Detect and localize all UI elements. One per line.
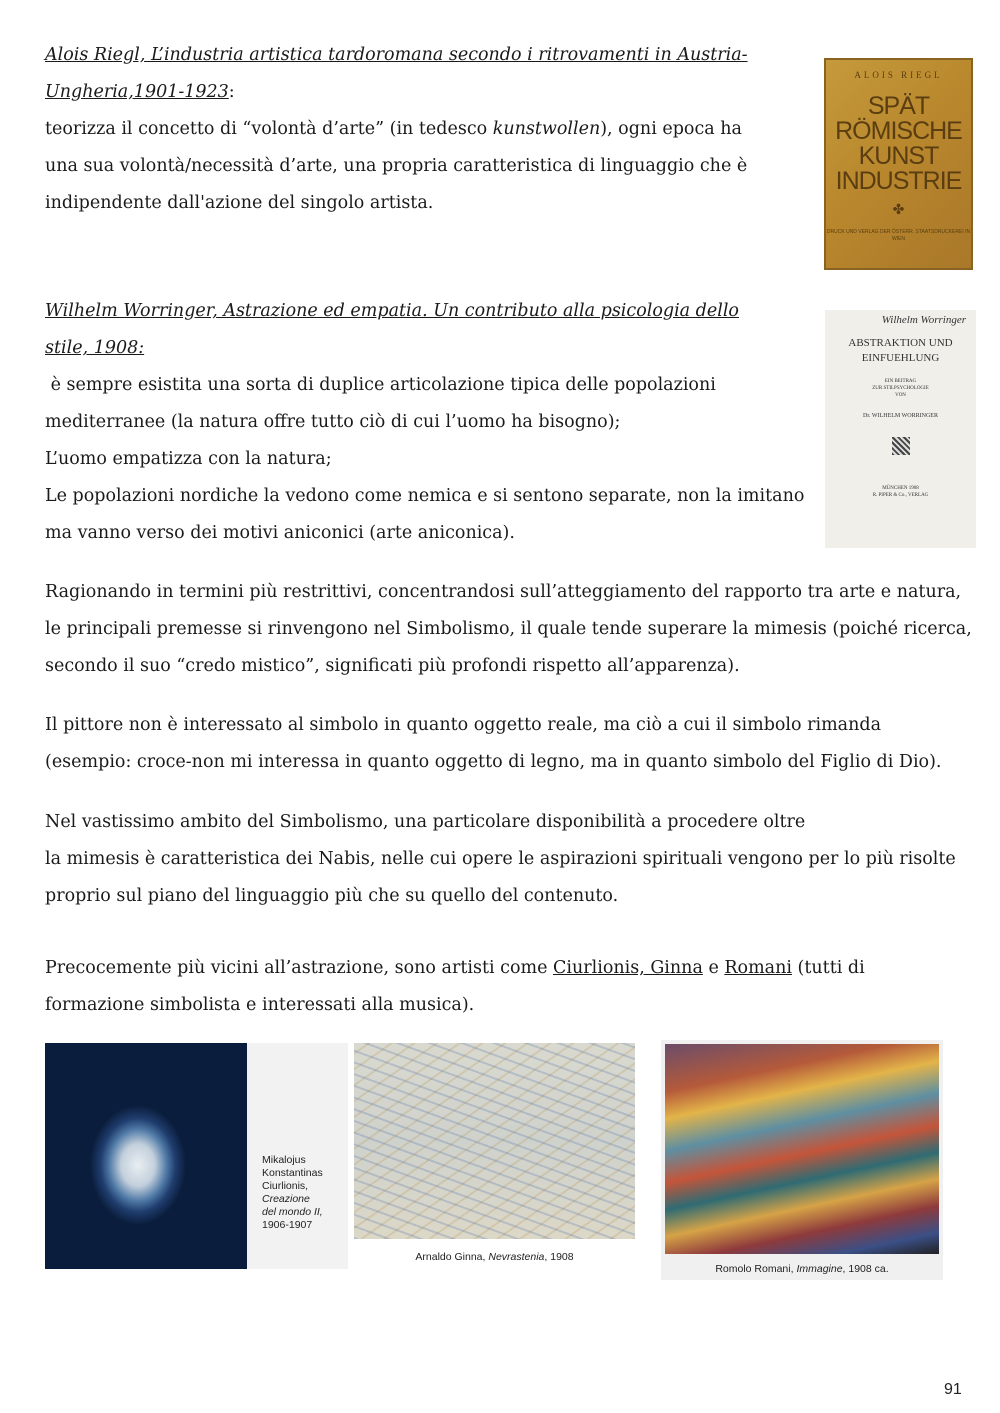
cover1-author: ALOIS RIEGL — [854, 70, 943, 80]
painting-ginna — [354, 1043, 635, 1269]
riegl-body1-pre: teorizza il concetto di “volontà d’arte” (in tedesco — [45, 119, 493, 139]
riegl-book-cover — [824, 58, 973, 270]
cover1-title-line: SPÄT — [867, 92, 930, 120]
riegl-title-suffix: : — [228, 82, 235, 102]
worringer-section — [45, 293, 804, 552]
caption-artist: Romolo Romani, — [715, 1263, 797, 1275]
cover2-subtitle-line: VON — [895, 393, 906, 398]
painting-romani — [661, 1040, 943, 1280]
paragraph-text: Precocemente più vicini all’astrazione, sono artisti come — [45, 958, 553, 978]
riegl-section — [45, 37, 748, 222]
worringer-line: Le popolazioni nordiche la vedono come nemica e si sentono separate, non la imitano — [45, 486, 805, 506]
riegl-body1-post: ), ogni epoca ha — [600, 119, 742, 139]
caption-title-line: del mondo II, — [262, 1206, 323, 1218]
page-number: 91 — [944, 1381, 962, 1398]
paragraph-line: Ragionando in termini più restrittivi, concentrandosi sull’atteggiamento del rapporto tra arte e natura, — [45, 582, 962, 602]
caption-year: 1906-1907 — [262, 1219, 313, 1231]
painting-ciurlionis-caption — [262, 1154, 323, 1232]
worringer-title-line2: stile, 1908: — [45, 338, 145, 358]
painting-romani-caption — [661, 1263, 943, 1275]
paragraph-line: Il pittore non è interessato al simbolo in quanto oggetto reale, ma ciò a cui il simbolo rimanda — [45, 715, 882, 735]
riegl-term: kunstwollen — [492, 119, 601, 139]
riegl-body3: indipendente dall'azione del singolo artista. — [45, 193, 434, 213]
link-romani[interactable]: Romani — [724, 958, 792, 978]
publisher-mark-icon — [892, 437, 910, 455]
link-ciurlionis-ginna[interactable]: Ciurlionis, Ginna — [553, 958, 703, 978]
cover2-subtitle-line: EIN BEITRAG — [884, 379, 917, 384]
caption-year: , 1908 ca. — [842, 1263, 889, 1275]
caption-title: Immagine — [796, 1263, 843, 1275]
worringer-line: mediterranee (la natura offre tutto ciò di cui l’uomo ha bisogno); — [45, 412, 621, 432]
paragraph-symbol — [45, 707, 941, 781]
cover1-title-line: INDUSTRIE — [835, 167, 962, 195]
paragraph-text: e — [702, 958, 725, 978]
cover1-ornament-icon: ✤ — [892, 203, 905, 218]
painting-ciurlionis-image — [45, 1043, 247, 1269]
caption-line: Ciurlionis, — [262, 1180, 309, 1192]
cover2-author: Dr. WILHELM WORRINGER — [863, 413, 938, 419]
cover1-title-line: RÖMISCHE — [835, 117, 962, 145]
cover2-publisher-line: MÜNCHEN 1908 — [882, 486, 919, 491]
cover1-publisher: DRUCK UND VERLAG DER ÖSTERR. STAATSDRUCKEREI IN WIEN — [826, 229, 971, 242]
painting-ginna-caption — [354, 1251, 635, 1263]
cover2-title-line: ABSTRAKTION UND — [848, 337, 953, 349]
worringer-title-line1: Wilhelm Worringer, Astrazione ed empatia. Un contributo alla psicologia dello — [45, 301, 739, 321]
paragraph-text: (tutti di — [791, 958, 865, 978]
caption-line: Mikalojus — [262, 1154, 306, 1166]
paragraph-line: (esempio: croce-non mi interessa in quanto oggetto di legno, ma in quanto simbolo del Figlio di Dio). — [45, 752, 942, 772]
worringer-line: ma vanno verso dei motivi aniconici (arte aniconica). — [45, 523, 515, 543]
caption-artist: Arnaldo Ginna, — [415, 1251, 489, 1263]
worringer-line: L’uomo empatizza con la natura; — [45, 449, 332, 469]
painting-ciurlionis — [45, 1043, 348, 1269]
paragraph-nabis — [45, 804, 956, 915]
caption-title: Nevrastenia — [488, 1251, 545, 1263]
painting-ginna-image — [354, 1043, 635, 1239]
riegl-body2: una sua volontà/necessità d’arte, una propria caratteristica di linguaggio che è — [45, 156, 748, 176]
caption-line: Konstantinas — [262, 1167, 323, 1179]
worringer-line: è sempre esistita una sorta di duplice articolazione tipica delle popolazioni — [45, 375, 716, 395]
riegl-title-line1: Alois Riegl, L’industria artistica tardoromana secondo i ritrovamenti in Austria- — [45, 45, 748, 65]
paragraph-line: formazione simbolista e interessati alla musica). — [45, 995, 475, 1015]
painting-romani-image — [665, 1044, 939, 1254]
riegl-title-line2: Ungheria,1901-1923 — [45, 82, 229, 102]
cover1-title-line: KUNST — [858, 142, 939, 170]
caption-year: , 1908 — [544, 1251, 574, 1263]
cover2-subtitle-line: ZUR STILPSYCHOLOGIE — [872, 386, 929, 391]
paragraph-artists — [45, 950, 865, 1024]
paragraph-line: la mimesis è caratteristica dei Nabis, nelle cui opere le aspirazioni spirituali vengono per lo più risolte — [45, 849, 956, 869]
paragraph-symbolism — [45, 574, 972, 685]
paragraph-line: Nel vastissimo ambito del Simbolismo, una particolare disponibilità a procedere oltre — [45, 812, 806, 832]
cover2-title-line: EINFUEHLUNG — [861, 352, 940, 364]
cover2-publisher-line: R. PIPER & Co., VERLAG — [872, 493, 929, 498]
cover2-signature: Wilhelm Worringer — [881, 314, 966, 326]
paragraph-line: le principali premesse si rinvengono nel Simbolismo, il quale tende superare la mimesis (poiché ricerca, — [45, 619, 972, 639]
caption-title-line: Creazione — [262, 1193, 310, 1205]
paragraph-line: secondo il suo “credo mistico”, significati più profondi rispetto all’apparenza). — [45, 656, 740, 676]
paragraph-line: proprio sul piano del linguaggio più che su quello del contenuto. — [45, 886, 619, 906]
worringer-book-cover — [825, 310, 976, 548]
